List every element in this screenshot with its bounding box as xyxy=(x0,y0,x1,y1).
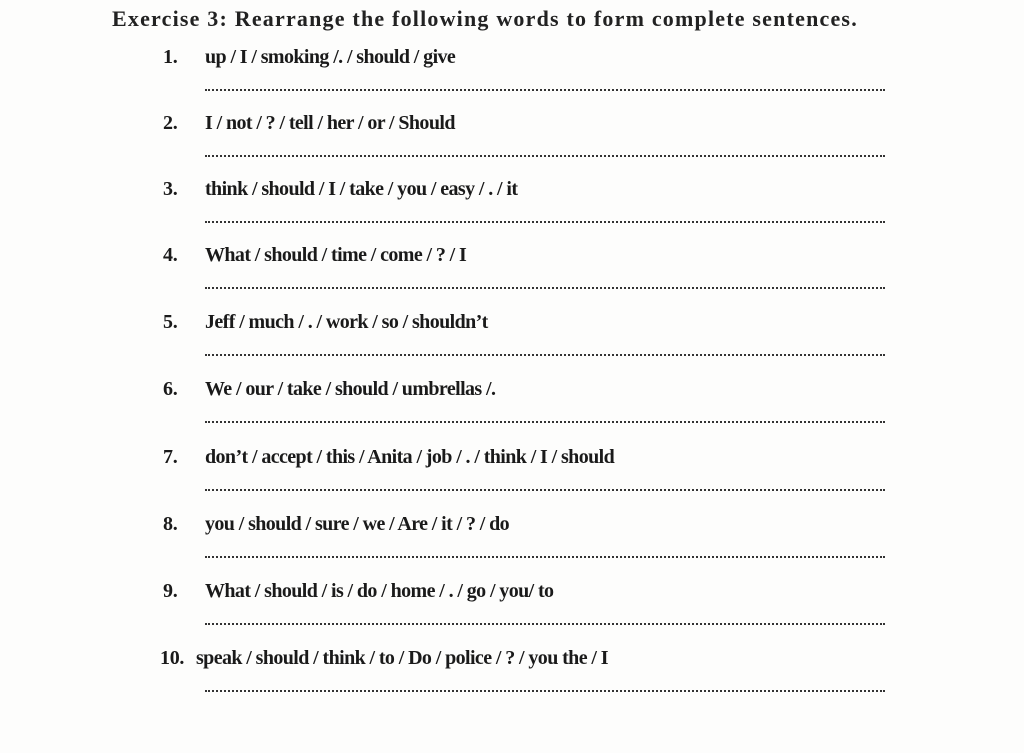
answer-line[interactable] xyxy=(205,221,885,223)
exercise-item xyxy=(0,513,1024,579)
answer-line[interactable] xyxy=(205,287,885,289)
item-number: 9. xyxy=(163,580,178,602)
item-words: I / not / ? / tell / her / or / Should xyxy=(205,112,455,134)
exercise-item xyxy=(0,446,1024,512)
answer-line[interactable] xyxy=(205,690,885,692)
item-number: 6. xyxy=(163,378,178,400)
answer-line[interactable] xyxy=(205,354,885,356)
exercise-item xyxy=(0,244,1024,310)
exercise-item xyxy=(0,178,1024,244)
item-words: Jeff / much / . / work / so / shouldn’t xyxy=(205,311,488,333)
answer-line[interactable] xyxy=(205,421,885,423)
item-words: think / should / I / take / you / easy / . / it xyxy=(205,178,518,200)
answer-line[interactable] xyxy=(205,489,885,491)
item-number: 5. xyxy=(163,311,178,333)
item-words: speak / should / think / to / Do / police / ? / you the / I xyxy=(196,647,608,669)
item-words: We / our / take / should / umbrellas /. xyxy=(205,378,496,400)
exercise-item xyxy=(0,112,1024,178)
item-words: you / should / sure / we / Are / it / ? / do xyxy=(205,513,510,535)
item-number: 8. xyxy=(163,513,178,535)
exercise-item xyxy=(0,647,1024,713)
exercise-item xyxy=(0,311,1024,377)
answer-line[interactable] xyxy=(205,556,885,558)
item-words: up / I / smoking /. / should / give xyxy=(205,46,456,68)
item-words: don’t / accept / this / Anita / job / . / think / I / should xyxy=(205,446,615,468)
answer-line[interactable] xyxy=(205,623,885,625)
item-number: 1. xyxy=(163,46,178,68)
exercise-title: Exercise 3: Rearrange the following words to form complete sentences. xyxy=(112,6,858,31)
answer-line[interactable] xyxy=(205,89,885,91)
exercise-item xyxy=(0,46,1024,112)
exercise-item xyxy=(0,580,1024,646)
item-words: What / should / is / do / home / . / go / you/ to xyxy=(205,580,554,602)
item-number: 3. xyxy=(163,178,178,200)
exercise-item xyxy=(0,378,1024,444)
item-number: 2. xyxy=(163,112,178,134)
item-number: 4. xyxy=(163,244,178,266)
item-words: What / should / time / come / ? / I xyxy=(205,244,467,266)
answer-line[interactable] xyxy=(205,155,885,157)
item-number: 10. xyxy=(160,647,185,669)
item-number: 7. xyxy=(163,446,178,468)
